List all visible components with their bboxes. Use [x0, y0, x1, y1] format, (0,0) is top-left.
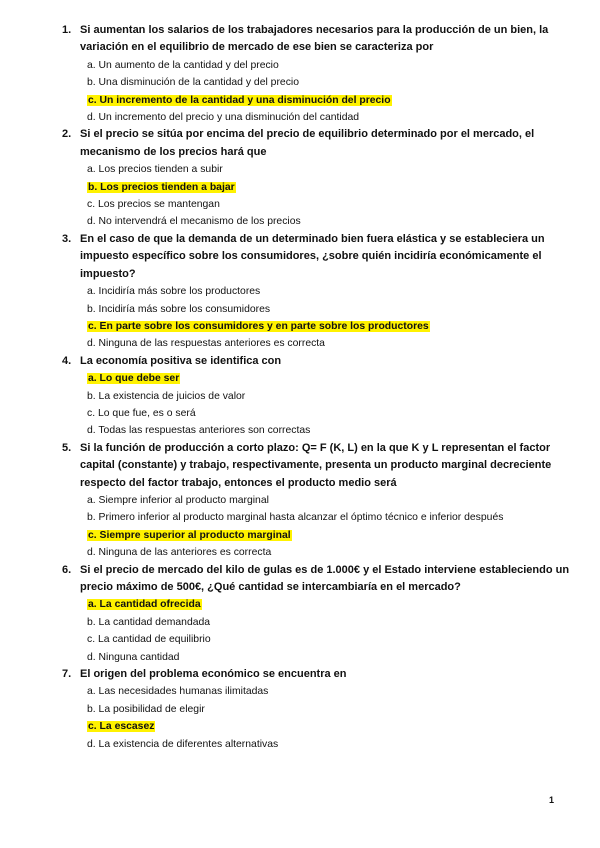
answer-option: [87, 701, 582, 718]
question-1: [62, 22, 582, 126]
question-text: Si la función de producción a corto plazo: Q= F (K, L) en la que K y L representan el factor capital (constante) y trabajo, respectivamente, presenta un producto marginal decreciente respecto del factor trabajo, entonces el producto medio será: [80, 441, 552, 489]
answer-option-correct: [87, 318, 582, 335]
question-text: Si el precio se sitúa por encima del precio de equilibrio determinado por el mercado, el mecanismo de los precios hará que: [80, 128, 535, 158]
answer-option-correct: [87, 527, 582, 544]
answer-options: [80, 683, 582, 753]
answer-option-text: a. Las necesidades humanas ilimitadas: [87, 686, 269, 698]
answer-option-text: b. La cantidad demandada: [87, 616, 211, 628]
answer-option: [87, 335, 582, 352]
answer-option: [87, 301, 582, 318]
answer-option: [87, 683, 582, 700]
answer-option-text: d. Un incremento del precio y una disminución del cantidad: [87, 112, 360, 124]
question-text: La economía positiva se identifica con: [80, 354, 282, 367]
question-4: [62, 353, 582, 440]
question-text: Si el precio de mercado del kilo de gulas es de 1.000€ y el Estado interviene estableciendo un precio máximo de 500€, ¿Qué cantidad se intercambiaría en el mercado?: [80, 563, 570, 593]
answer-option: [87, 422, 582, 439]
answer-option-correct: [87, 92, 582, 109]
answer-option-text: a. Siempre inferior al producto marginal: [87, 494, 269, 506]
question-text: Si aumentan los salarios de los trabajadores necesarios para la producción de un bien, la variación en el equilibrio de mercado de ese bien se caracteriza por: [80, 24, 549, 54]
answer-option-text: b. Incidiría más sobre los consumidores: [87, 303, 271, 315]
answer-option: [87, 74, 582, 91]
answer-option-text: d. Ninguna de las respuestas anteriores es correcta: [87, 338, 325, 350]
answer-option: [87, 736, 582, 753]
answer-option-text: d. No intervendrá el mecanismo de los precios: [87, 216, 301, 228]
answer-option-text: b. Una disminución de la cantidad y del precio: [87, 77, 299, 89]
question-number: 1.: [62, 24, 72, 36]
answer-option: [87, 544, 582, 561]
answer-option-text: d. Todas las respuestas anteriores son correctas: [87, 425, 311, 437]
answer-options: [80, 596, 582, 666]
question-list: [62, 22, 582, 753]
answer-option-text: b. Primero inferior al producto marginal hasta alcanzar el óptimo técnico e inferior después: [87, 512, 504, 524]
answer-option-text: a. Lo que debe ser: [88, 373, 180, 385]
question-5: [62, 440, 582, 562]
question-number: 6.: [62, 563, 72, 576]
answer-option-text: c. La escasez: [88, 721, 155, 733]
answer-option: [87, 161, 582, 178]
answer-options: [80, 283, 582, 353]
answer-option: [87, 509, 582, 526]
answer-option-text: a. Los precios tienden a subir: [87, 164, 223, 176]
answer-options: [80, 492, 582, 562]
answer-option-text: d. Ninguna cantidad: [87, 651, 180, 663]
answer-option-text: c. Siempre superior al producto marginal: [88, 529, 291, 541]
answer-option-correct: [87, 179, 582, 196]
question-number: 5.: [62, 441, 72, 454]
question-text: El origen del problema económico se encuentra en: [80, 668, 347, 681]
question-number: 2.: [62, 128, 72, 141]
answer-option-text: a. Incidiría más sobre los productores: [87, 286, 261, 298]
answer-options: [80, 57, 582, 127]
question-7: [62, 666, 582, 753]
answer-option: [87, 388, 582, 405]
question-3: [62, 231, 582, 353]
answer-option: [87, 213, 582, 230]
answer-option-text: d. Ninguna de las anteriores es correcta: [87, 547, 272, 559]
answer-option-correct: [87, 718, 582, 735]
answer-option-text: c. Un incremento de la cantidad y una disminución del precio: [88, 94, 391, 106]
answer-option-text: c. En parte sobre los consumidores y en parte sobre los productores: [88, 320, 429, 332]
answer-option: [87, 614, 582, 631]
answer-options: [80, 161, 582, 231]
answer-option-correct: [87, 596, 582, 613]
answer-option-text: b. La posibilidad de elegir: [87, 703, 205, 715]
answer-option: [87, 492, 582, 509]
question-text: En el caso de que la demanda de un determinado bien fuera elástica y se estableciera un impuesto específico sobre los consumidores, ¿sobre quién incidiría económicamente el impuesto?: [80, 232, 545, 280]
answer-option-text: a. La cantidad ofrecida: [88, 599, 201, 611]
question-number: 4.: [62, 354, 72, 367]
answer-option: [87, 649, 582, 666]
answer-option-text: b. Los precios tienden a bajar: [88, 181, 235, 193]
answer-option: [87, 57, 582, 74]
answer-option-text: b. La existencia de juicios de valor: [87, 390, 246, 402]
answer-option-text: c. Los precios se mantengan: [87, 199, 220, 211]
answer-option-text: c. La cantidad de equilibrio: [87, 634, 211, 646]
question-2: [62, 126, 582, 230]
page-number: 1: [549, 795, 555, 805]
answer-option-text: c. Lo que fue, es o será: [87, 407, 196, 419]
answer-option: [87, 196, 582, 213]
question-6: [62, 562, 582, 666]
answer-option: [87, 631, 582, 648]
answer-option: [87, 283, 582, 300]
question-number: 3.: [62, 232, 72, 245]
answer-option: [87, 405, 582, 422]
answer-option-text: d. La existencia de diferentes alternativas: [87, 738, 279, 750]
answer-option: [87, 109, 582, 126]
answer-options: [80, 370, 582, 440]
answer-option-correct: [87, 370, 582, 387]
answer-option-text: a. Un aumento de la cantidad y del precio: [87, 59, 279, 71]
question-number: 7.: [62, 668, 72, 681]
